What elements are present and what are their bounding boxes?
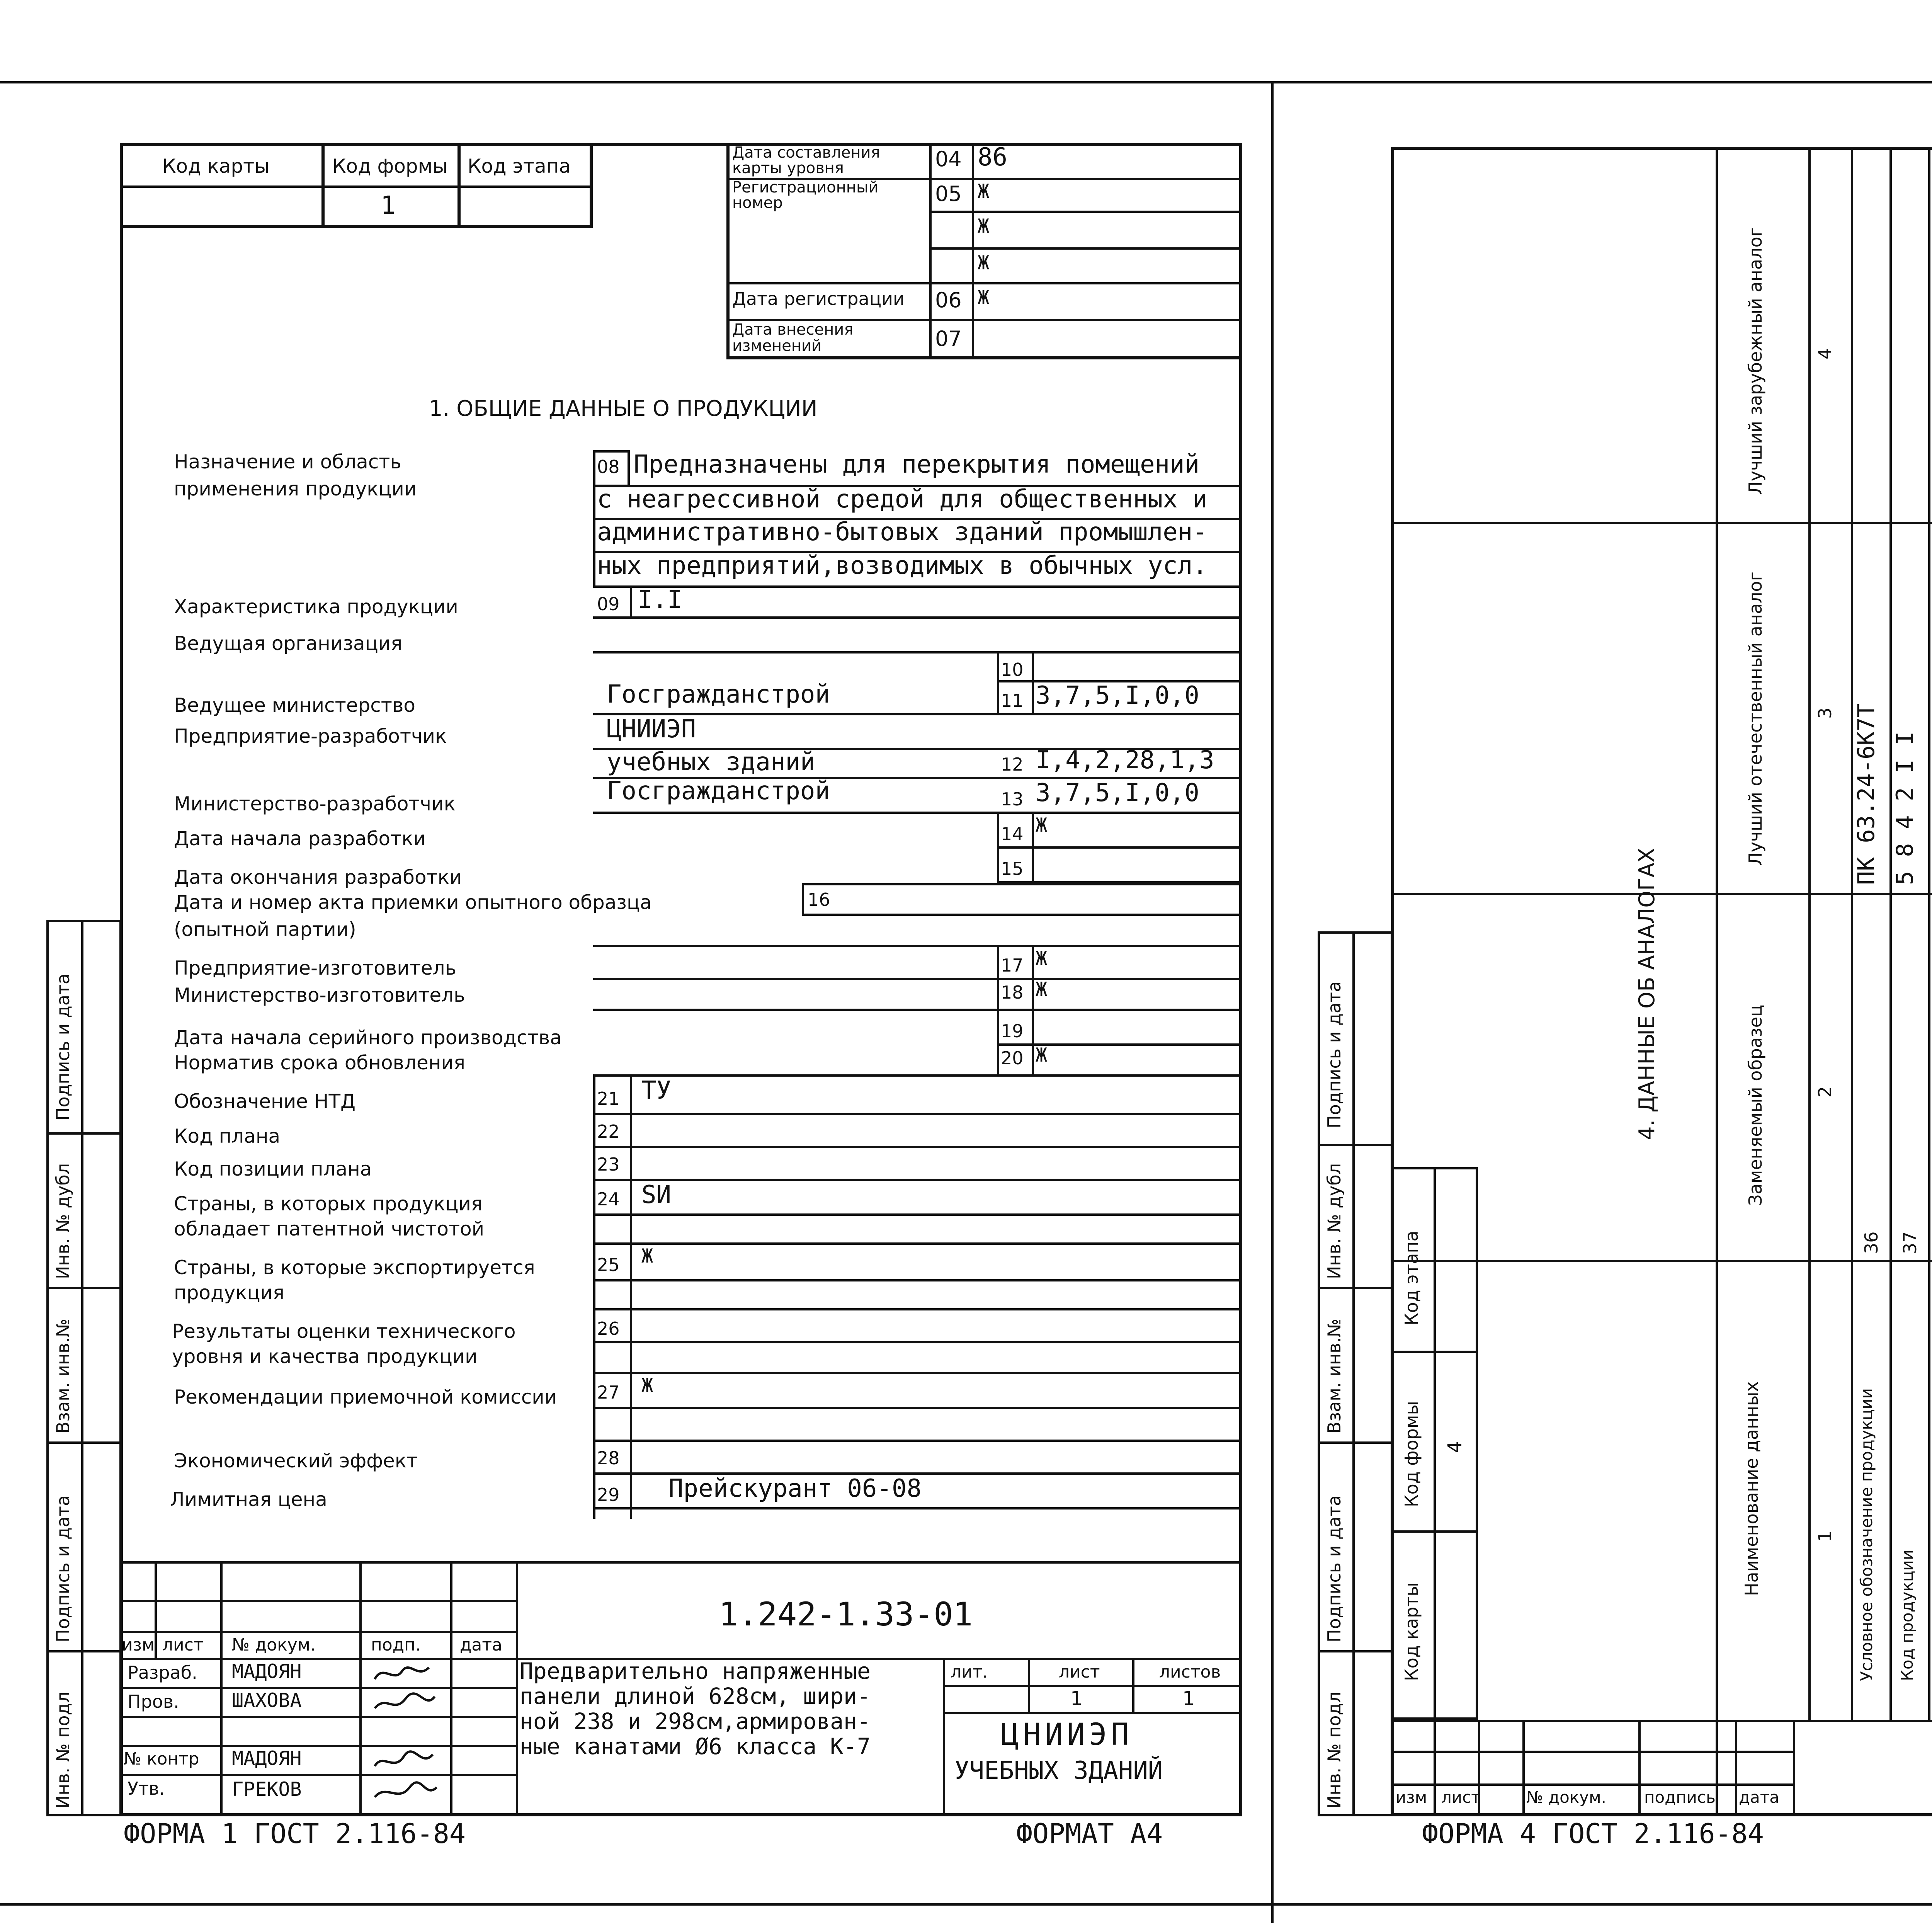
field-label-18: Министерство-изготовитель xyxy=(174,984,465,1006)
field-value-14: Ж xyxy=(1036,814,1048,836)
left-side-label-3: Взам. инв.№ xyxy=(53,1319,73,1434)
tb-designation: 1.242-1.33-01 xyxy=(719,1595,973,1633)
center-divider xyxy=(1271,81,1274,1923)
field-code-09: 09 xyxy=(597,594,620,614)
field-label-16: Дата и номер акта приемки опытного образца xyxy=(174,891,652,914)
right-stage-code-label: Код этапа xyxy=(1401,1230,1422,1326)
field-value-17: Ж xyxy=(1036,947,1048,970)
field-code-19: 19 xyxy=(1001,1021,1024,1041)
field-label-13: Министерство-разработчик xyxy=(174,793,456,815)
meta-value-05c: Ж xyxy=(978,252,990,274)
field-code-27: 27 xyxy=(597,1382,620,1403)
card-code-label: Код карты xyxy=(162,155,270,177)
section-title-analogs: 4. ДАННЫЕ ОБ АНАЛОГАХ xyxy=(1634,847,1660,1140)
field-value-21: ТУ xyxy=(641,1076,672,1105)
purpose-line-2: с неагрессивной средой для общественных и xyxy=(597,485,1208,514)
meta-code-06: 06 xyxy=(935,288,962,312)
rtb-col-doc: № докум. xyxy=(1526,1788,1607,1807)
field-label2-16: (опытной партии) xyxy=(174,918,356,941)
field-value-11: Госгражданстрой xyxy=(607,680,830,709)
col-num-1: 1 xyxy=(1815,1530,1835,1542)
right-form-code-label: Код формы xyxy=(1401,1401,1422,1507)
field-code-14: 14 xyxy=(1001,824,1024,844)
tb-sheet-label: лист xyxy=(1059,1662,1100,1682)
field-label-24: Страны, в которых продукция xyxy=(174,1193,483,1215)
field-label-27: Рекомендации приемочной комиссии xyxy=(174,1386,557,1408)
meta-code-07: 07 xyxy=(935,327,962,351)
col-title-2: Заменяемый образец xyxy=(1745,1004,1766,1206)
tb-role-5: Утв. xyxy=(128,1778,165,1799)
row-value-36: ПК 63.24-6К7Т xyxy=(1853,703,1880,885)
purpose-code: 08 xyxy=(597,456,620,477)
rtb-col-date: дата xyxy=(1739,1788,1779,1807)
field-value-24: SИ xyxy=(641,1181,672,1209)
meta-label-07: Дата внесения изменений xyxy=(732,321,854,355)
field-label-15: Дата окончания разработки xyxy=(174,866,462,888)
left-footer-format: ФОРМАТ А4 xyxy=(1016,1818,1163,1850)
right-side-label-4: Подпись и дата xyxy=(1324,1495,1345,1642)
field-code-21: 21 xyxy=(597,1088,620,1109)
left-side-label-4: Подпись и дата xyxy=(53,1495,73,1642)
tb-sheet-value: 1 xyxy=(1070,1687,1083,1710)
field-code-13: 13 xyxy=(1001,789,1024,810)
right-side-label-1: Подпись и дата xyxy=(1324,981,1345,1128)
field-value2-12: учебных зданий xyxy=(607,748,815,776)
signature-image xyxy=(371,1660,440,1811)
field-code-18: 18 xyxy=(1001,982,1024,1003)
field-code-29: 29 xyxy=(597,1484,620,1505)
tb-role-4: № контр xyxy=(124,1749,199,1769)
field-label-21: Обозначение НТД xyxy=(174,1090,356,1113)
field-code-26: 26 xyxy=(597,1318,620,1339)
field-digits-11: 3,7,5,I,0,0 xyxy=(1036,681,1199,710)
row-value-37: 5 8 4 2 I I xyxy=(1891,731,1918,885)
field-code-25: 25 xyxy=(597,1254,620,1275)
field-code-12: 12 xyxy=(1001,754,1024,775)
field-label2-25: продукция xyxy=(174,1281,284,1304)
bottom-rule xyxy=(0,1903,1932,1906)
field-digits-13: 3,7,5,I,0,0 xyxy=(1036,779,1199,807)
right-side-label-2: Инв. № дубл xyxy=(1324,1163,1345,1279)
right-side-label-5: Инв. № подл xyxy=(1324,1692,1345,1809)
tb-name-5: ГРЕКОВ xyxy=(232,1778,302,1800)
field-label-29: Лимитная цена xyxy=(170,1488,327,1511)
field-code-10: 10 xyxy=(1001,659,1024,680)
purpose-line-3: административно-бытовых зданий промышлен- xyxy=(597,518,1208,546)
top-rule xyxy=(0,81,1932,83)
meta-label-05: Регистрационный номер xyxy=(732,179,879,212)
field-code-16: 16 xyxy=(808,889,830,910)
left-footer-form: ФОРМА 1 ГОСТ 2.116-84 xyxy=(124,1818,466,1850)
col-title-3: Лучший отечественный аналог xyxy=(1745,572,1766,866)
tb-sheets-value: 1 xyxy=(1182,1687,1195,1710)
field-label-19: Дата начала серийного производства xyxy=(174,1026,562,1049)
col-num-4: 4 xyxy=(1815,348,1835,359)
row-code-36: 36 xyxy=(1861,1231,1882,1254)
tb-col-list: лист xyxy=(162,1635,204,1655)
right-side-label-3: Взам. инв.№ xyxy=(1324,1319,1345,1434)
meta-value-05: Ж xyxy=(978,180,990,203)
rtb-col-izm: изм xyxy=(1396,1788,1427,1807)
field-label-20: Норматив срока обновления xyxy=(174,1052,465,1074)
field-label-09: Характеристика продукции xyxy=(174,596,458,618)
field-label-22: Код плана xyxy=(174,1125,281,1147)
field-value-18: Ж xyxy=(1036,978,1048,1001)
field-value-13: Госгражданстрой xyxy=(607,777,830,805)
meta-value-04: 86 xyxy=(978,143,1008,172)
field-value-12: ЦНИИЭП xyxy=(607,715,696,744)
tb-name-4: МАДОЯН xyxy=(232,1747,302,1770)
tb-desc-3: ной 238 и 298см,армирован- xyxy=(520,1708,871,1734)
tb-role-2: Пров. xyxy=(128,1691,179,1712)
tb-name-1: МАДОЯН xyxy=(232,1660,302,1683)
rtb-col-list: лист xyxy=(1441,1788,1481,1807)
field-value-29: Прейскурант 06-08 xyxy=(668,1474,922,1503)
right-footer-form: ФОРМА 4 ГОСТ 2.116-84 xyxy=(1422,1818,1764,1850)
field-code-11: 11 xyxy=(1001,690,1024,711)
col-title-1: Наименование данных xyxy=(1741,1381,1762,1596)
tb-col-doc: № докум. xyxy=(232,1635,316,1655)
tb-desc-2: панели длиной 628см, шири- xyxy=(520,1683,871,1709)
tb-col-date: дата xyxy=(460,1635,502,1655)
field-label-25: Страны, в которые экспортируется xyxy=(174,1256,535,1279)
tb-lit-label: лит. xyxy=(951,1662,988,1682)
field-label-12: Предприятие-разработчик xyxy=(174,725,447,747)
field-code-22: 22 xyxy=(597,1121,620,1142)
tb-role-1: Разраб. xyxy=(128,1662,197,1683)
meta-label-04: Дата составления карты уровня xyxy=(732,144,880,177)
tb-col-izm: изм xyxy=(122,1635,155,1655)
meta-label-06: Дата регистрации xyxy=(732,288,905,309)
tb-org-1: ЦНИИЭП xyxy=(1001,1717,1133,1752)
left-side-label-5: Инв. № подл xyxy=(53,1692,73,1809)
row-code-37: 37 xyxy=(1900,1231,1920,1254)
tb-desc-4: ные канатами Ø6 класса К-7 xyxy=(520,1733,871,1760)
field-code-28: 28 xyxy=(597,1448,620,1469)
purpose-line-1: Предназначены для перекрытия помещений xyxy=(634,450,1200,479)
col-num-3: 3 xyxy=(1815,707,1835,719)
purpose-label-1: Назначение и область xyxy=(174,451,401,473)
field-digits-12: I,4,2,28,1,3 xyxy=(1036,746,1214,774)
tb-sheets-label: листов xyxy=(1159,1662,1221,1682)
field-value-25: Ж xyxy=(641,1245,653,1267)
field-code-23: 23 xyxy=(597,1154,620,1175)
left-side-label-1: Подпись и дата xyxy=(53,973,73,1121)
field-code-20: 20 xyxy=(1001,1048,1024,1069)
col-title-4: Лучший зарубежный аналог xyxy=(1745,227,1766,495)
field-label-28: Экономический эффект xyxy=(174,1450,418,1472)
form-code-value: 1 xyxy=(381,191,396,220)
form-code-label: Код формы xyxy=(332,155,448,177)
meta-value-06: Ж xyxy=(978,286,990,309)
tb-desc-1: Предварительно напряженные xyxy=(520,1658,871,1684)
field-label-17: Предприятие-изготовитель xyxy=(174,957,457,979)
rtb-col-sign: подпись xyxy=(1644,1788,1716,1807)
field-label-14: Дата начала разработки xyxy=(174,827,426,850)
field-label-10: Ведущая организация xyxy=(174,632,403,655)
field-label2-24: обладает патентной чистотой xyxy=(174,1218,485,1240)
stage-code-label: Код этапа xyxy=(468,155,571,177)
row-label-36: Условное обозначение продукции xyxy=(1857,1388,1876,1681)
field-label-11: Ведущее министерство xyxy=(174,694,415,716)
col-num-2: 2 xyxy=(1815,1086,1835,1098)
field-code-24: 24 xyxy=(597,1189,620,1210)
left-side-label-2: Инв. № дубл xyxy=(53,1163,73,1279)
tb-col-sign: подп. xyxy=(371,1635,421,1655)
field-value-20: Ж xyxy=(1036,1044,1048,1066)
meta-value-05b: Ж xyxy=(978,215,990,237)
field-box-16 xyxy=(802,883,1242,916)
field-label2-26: уровня и качества продукции xyxy=(172,1345,478,1368)
field-code-17: 17 xyxy=(1001,955,1024,976)
section-title-general: 1. ОБЩИЕ ДАННЫЕ О ПРОДУКЦИИ xyxy=(429,396,818,421)
tb-org-2: УЧЕБНЫХ ЗДАНИЙ xyxy=(954,1756,1163,1785)
field-label-23: Код позиции плана xyxy=(174,1158,372,1180)
row-label-37: Код продукции xyxy=(1898,1549,1917,1681)
meta-code-05: 05 xyxy=(935,182,962,206)
purpose-label-2: применения продукции xyxy=(174,478,417,500)
field-value-27: Ж xyxy=(641,1374,653,1397)
purpose-line-4: ных предприятий,возводимых в обычных усл. xyxy=(597,551,1208,580)
meta-code-04: 04 xyxy=(935,147,962,171)
tb-name-2: ШАХОВА xyxy=(232,1689,302,1712)
right-form-code-value: 4 xyxy=(1444,1441,1466,1453)
field-label-26: Результаты оценки технического xyxy=(172,1320,516,1343)
field-value-09: I.I xyxy=(638,585,682,614)
field-code-15: 15 xyxy=(1001,858,1024,879)
right-card-code-label: Код карты xyxy=(1401,1582,1422,1681)
